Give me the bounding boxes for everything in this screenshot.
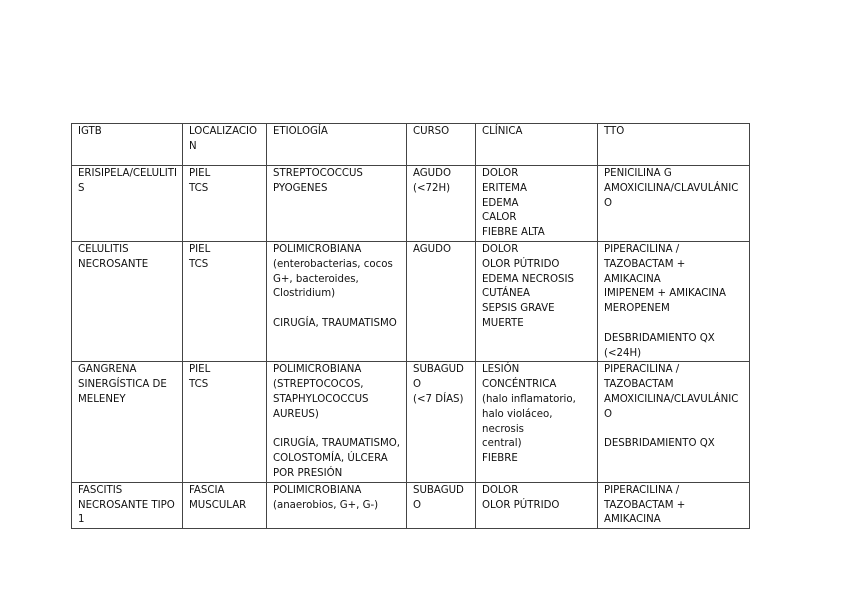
header-cell-etiologia: ETIOLOGÍA [267, 124, 407, 166]
table-cell: FASCITIS NECROSANTE TIPO 1 [72, 482, 183, 528]
table-cell: PIPERACILINA / TAZOBACTAM + AMIKACINA [598, 482, 750, 528]
table-row [72, 166, 750, 242]
table-cell: DOLOR OLOR PÚTRIDO EDEMA NECROSIS CUTÁNEA SEPSIS GRAVE MUERTE [476, 242, 598, 362]
table-row [72, 242, 750, 362]
table-cell: SUBAGUDO [407, 482, 476, 528]
table-cell: POLIMICROBIANA (STREPTOCOCOS, STAPHYLOCOCCUS AUREUS) CIRUGÍA, TRAUMATISMO, COLOSTOMÍA, ÚLCERA POR PRESIÓN [267, 362, 407, 482]
table-cell: CELULITIS NECROSANTE [72, 242, 183, 362]
header-cell-curso: CURSO [407, 124, 476, 166]
table-cell: LESIÓN CONCÉNTRICA (halo inflamatorio, halo violáceo, necrosis central) FIEBRE [476, 362, 598, 482]
table-cell: PIPERACILINA / TAZOBACTAM + AMIKACINA IMIPENEM + AMIKACINA MEROPENEM DESBRIDAMIENTO QX (<24H) [598, 242, 750, 362]
header-cell-clinica: CLÍNICA [476, 124, 598, 166]
table-cell: AGUDO [407, 242, 476, 362]
table-cell: AGUDO (<72H) [407, 166, 476, 242]
table-cell: DOLOR ERITEMA EDEMA CALOR FIEBRE ALTA [476, 166, 598, 242]
table-cell: POLIMICROBIANA (enterobacterias, cocos G+, bacteroides, Clostridium) CIRUGÍA, TRAUMATISMO [267, 242, 407, 362]
table-cell: PENICILINA G AMOXICILINA/CLAVULÁNICO [598, 166, 750, 242]
table-cell: PIPERACILINA / TAZOBACTAM AMOXICILINA/CLAVULÁNICO DESBRIDAMIENTO QX [598, 362, 750, 482]
table-cell: PIEL TCS [183, 166, 267, 242]
table-cell: ERISIPELA/CELULITIS [72, 166, 183, 242]
table-cell: SUBAGUDO (<7 DÍAS) [407, 362, 476, 482]
table-cell: FASCIA MUSCULAR [183, 482, 267, 528]
igtb-table [71, 123, 750, 529]
header-cell-localizacion: LOCALIZACION [183, 124, 267, 166]
table-row [72, 482, 750, 528]
table-cell: DOLOR OLOR PÚTRIDO [476, 482, 598, 528]
table-cell: PIEL TCS [183, 242, 267, 362]
table-cell: STREPTOCOCCUS PYOGENES [267, 166, 407, 242]
table-row [72, 362, 750, 482]
table-cell: POLIMICROBIANA (anaerobios, G+, G-) [267, 482, 407, 528]
table-header-row [72, 124, 750, 166]
table-cell: PIEL TCS [183, 362, 267, 482]
table-cell: GANGRENA SINERGÍSTICA DE MELENEY [72, 362, 183, 482]
header-cell-tto: TTO [598, 124, 750, 166]
header-cell-igtb: IGTB [72, 124, 183, 166]
